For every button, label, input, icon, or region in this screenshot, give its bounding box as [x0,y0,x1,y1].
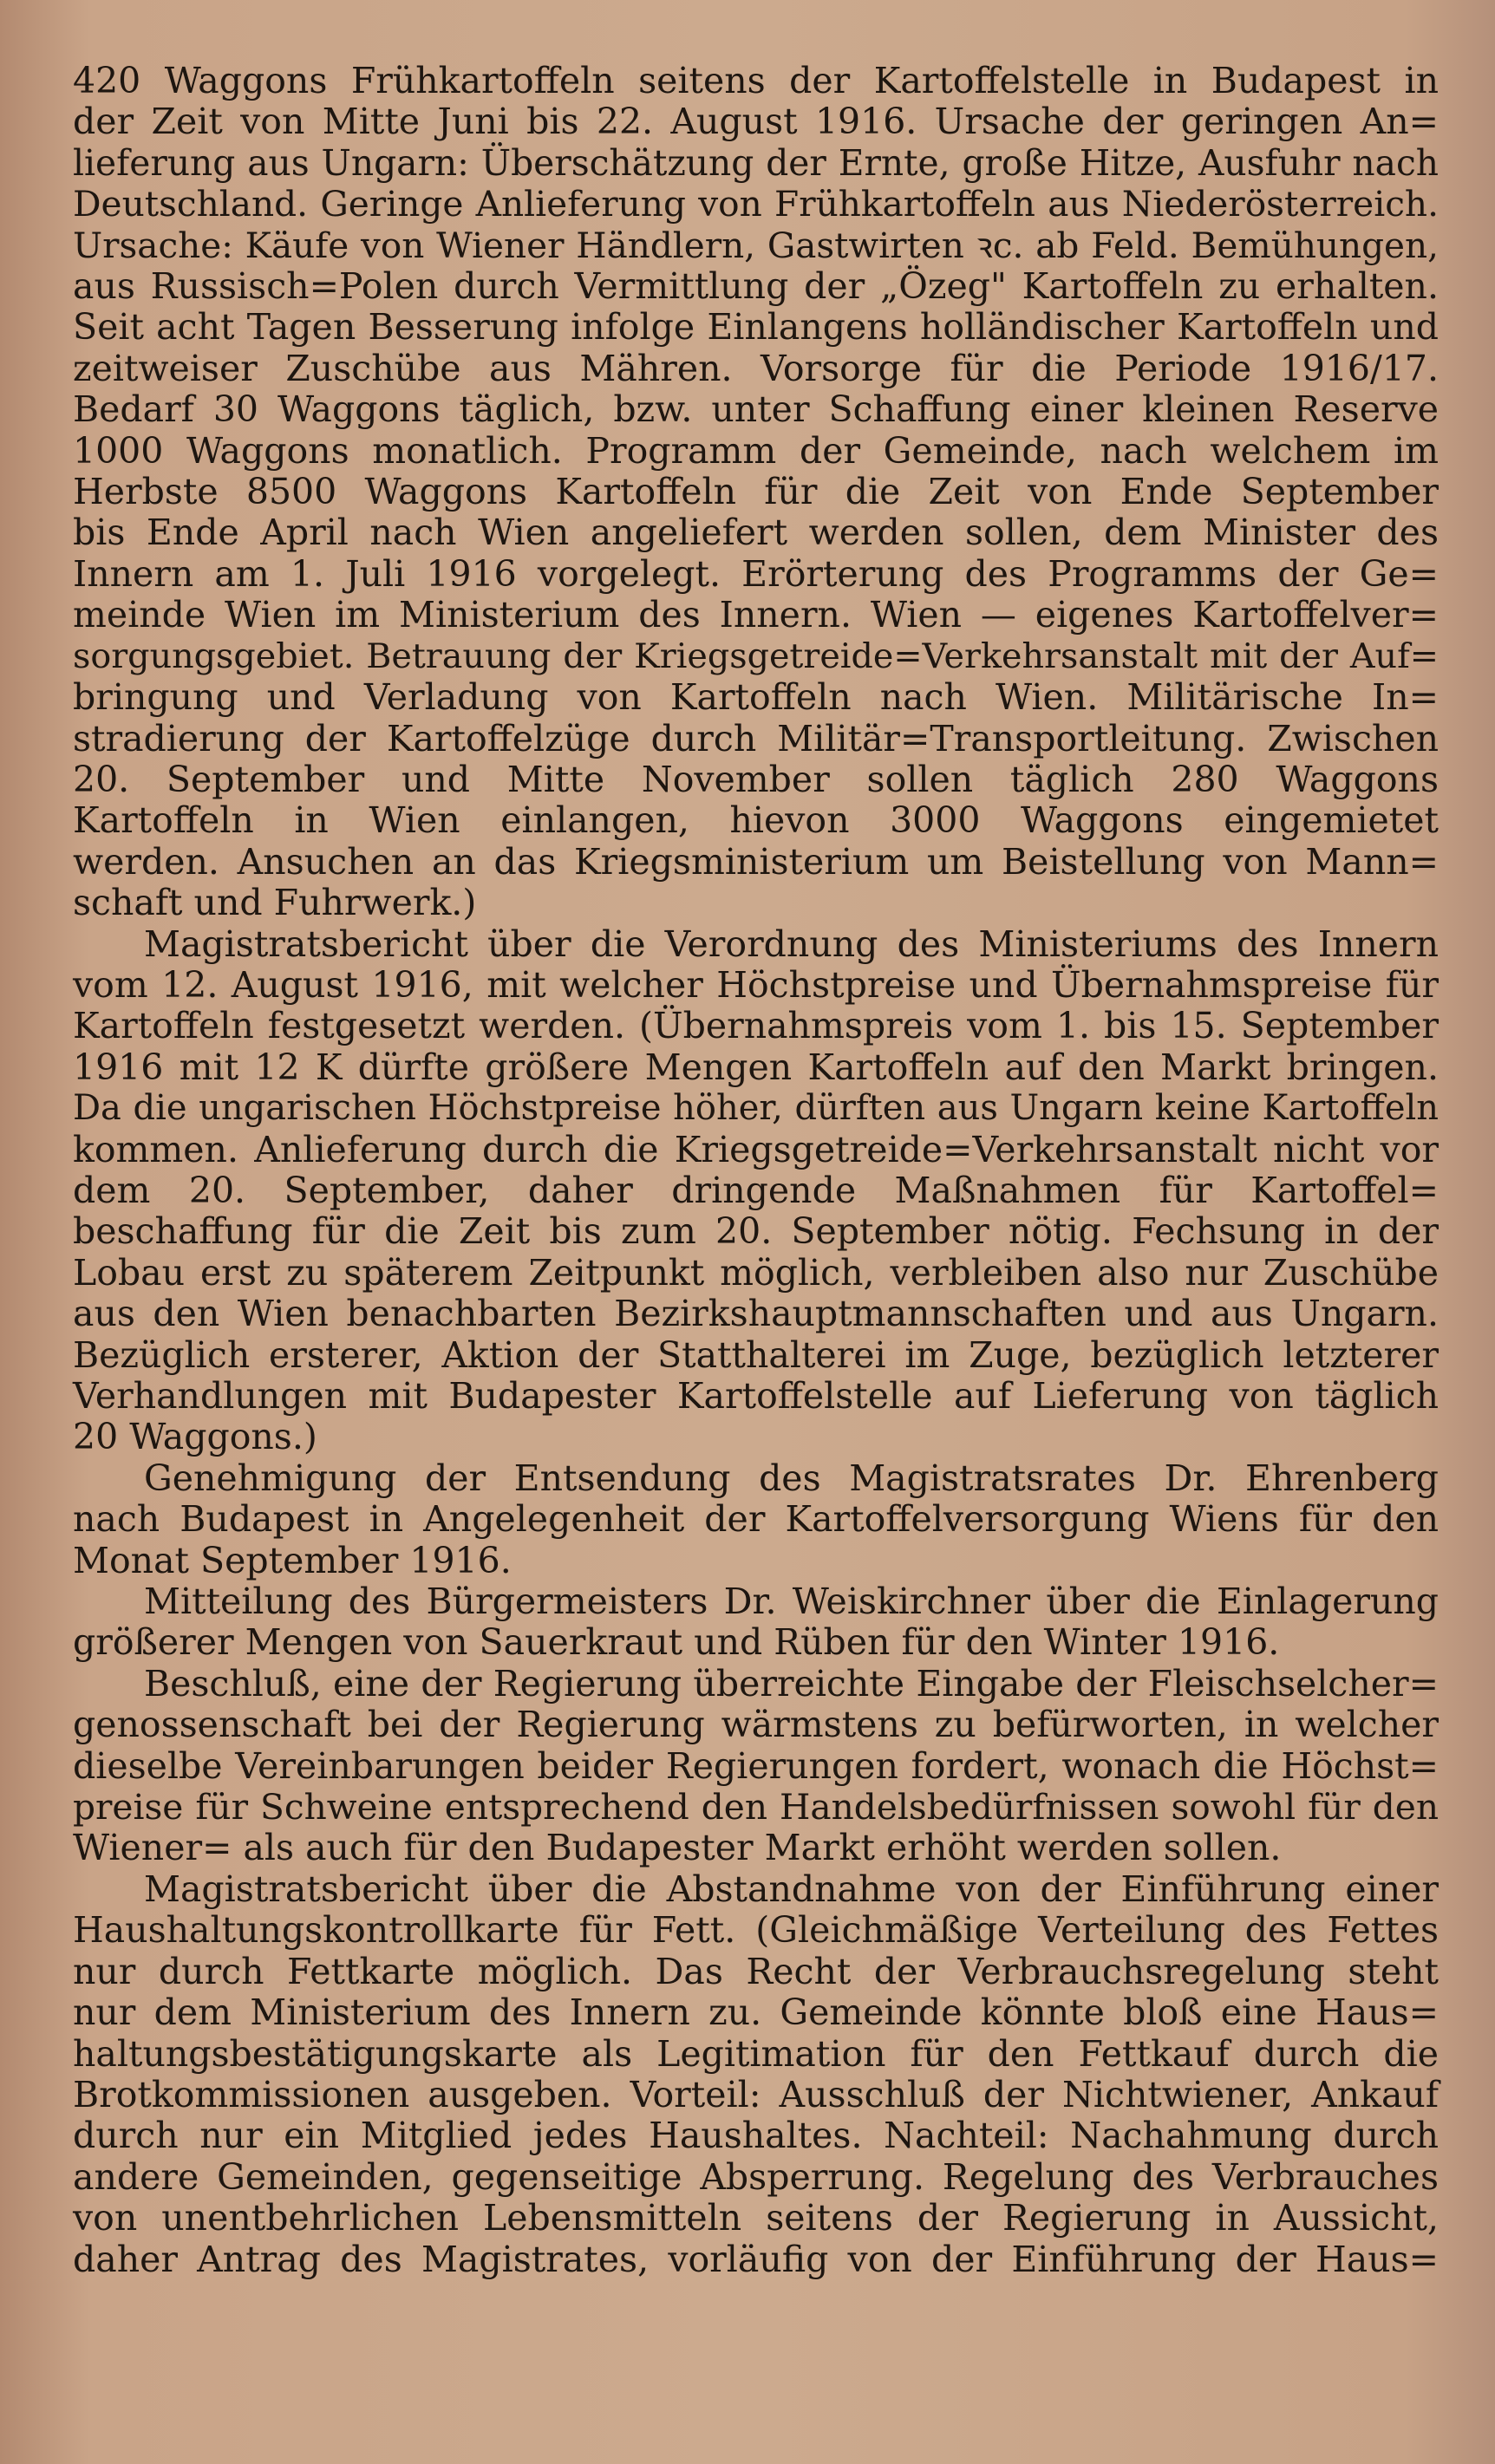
text-line: beschaffung für die Zeit bis zum 20. September nötig. Fechsung in der [73,1210,1439,1253]
text-line: von unentbehrlichen Lebensmitteln seitens der Regierung in Aussicht, [73,2197,1439,2239]
text-line: Deutschland. Geringe Anlieferung von Frühkartoffeln aus Niederösterreich. [73,183,1439,225]
text-line: meinde Wien im Ministerium des Innern. Wien — eigenes Kartoffelver= [73,594,1439,636]
text-line: werden. Ansuchen an das Kriegsministerium um Beistellung von Mann= [73,840,1439,883]
text-line: stradierung der Kartoffelzüge durch Militär=Transportleitung. Zwischen [73,717,1439,759]
text-line: aus den Wien benachbarten Bezirkshauptmannschaften und aus Ungarn. [73,1293,1439,1335]
text-line: Wiener= als auch für den Budapester Markt erhöht werden sollen. [73,1827,1282,1869]
text-line: Lobau erst zu späterem Zeitpunkt möglich, verbleiben also nur Zuschübe [73,1251,1439,1294]
text-line: größerer Mengen von Sauerkraut und Rüben für den Winter 1916. [73,1621,1280,1664]
paragraph-mayor-notice [73,1581,1439,1664]
text-line: nur dem Ministerium des Innern zu. Gemeinde könnte bloß eine Haus= [73,1991,1439,2034]
text-line: dieselbe Vereinbarungen beider Regierungen fordert, wonach die Höchst= [73,1744,1439,1787]
text-line: Kartoffeln festgesetzt werden. (Übernahmspreis vom 1. bis 15. September [73,1005,1439,1047]
paragraph-fat-card [73,1869,1439,2280]
text-line: Mitteilung des Bürgermeisters Dr. Weiskirchner über die Einlagerung [144,1581,1439,1623]
text-line: kommen. Anlieferung durch die Kriegsgetreide=Verkehrsanstalt nicht vor [73,1128,1439,1170]
text-line: Verhandlungen mit Budapester Kartoffelstelle auf Lieferung von täglich [73,1375,1439,1417]
document-body [73,61,1439,2280]
text-line: nur durch Fettkarte möglich. Das Recht der Verbrauchsregelung steht [73,1950,1439,1992]
text-line: Haushaltungskontrollkarte für Fett. (Gleichmäßige Verteilung des Fettes [73,1909,1439,1952]
text-line: daher Antrag des Magistrates, vorläufig von der Einführung der Haus= [73,2238,1439,2280]
text-line: nach Budapest in Angelegenheit der Kartoffelversorgung Wiens für den [73,1498,1439,1541]
text-line: durch nur ein Mitglied jedes Haushaltes. Nachteil: Nachahmung durch [73,2115,1439,2157]
text-line: schaft und Fuhrwerk.) [73,882,477,924]
text-line: Genehmigung der Entsendung des Magistratsrates Dr. Ehrenberg [144,1457,1439,1499]
text-line: Bezüglich ersterer, Aktion der Statthalterei im Zuge, bezüglich letzterer [73,1333,1439,1376]
text-line: preise für Schweine entsprechend den Handelsbedürfnissen sowohl für den [73,1786,1439,1828]
text-line: 420 Waggons Frühkartoffeln seitens der Kartoffelstelle in Budapest in [73,60,1439,101]
paragraph-price-regulation [73,924,1439,1458]
text-line: 1000 Waggons monatlich. Programm der Gemeinde, nach welchem im [73,429,1439,472]
text-line: andere Gemeinden, gegenseitige Absperrung. Regelung des Verbrauches [73,2155,1439,2198]
text-line: 20 Waggons.) [73,1416,317,1458]
text-line: bringung und Verladung von Kartoffeln nach Wien. Militärische In= [73,676,1439,719]
text-line: 1916 mit 12 K dürfte größere Mengen Kartoffeln auf den Markt bringen. [73,1046,1439,1088]
text-line: genossenschaft bei der Regierung wärmstens zu befürworten, in welcher [73,1704,1439,1746]
text-line: haltungsbestätigungskarte als Legitimation für den Fettkauf durch die [73,2032,1439,2075]
text-line: sorgungsgebiet. Betrauung der Kriegsgetreide=Verkehrsanstalt mit der Auf= [73,636,1439,676]
text-line: Monat September 1916. [73,1539,512,1581]
paragraph-budapest-mission [73,1458,1439,1581]
text-line: Herbste 8500 Waggons Kartoffeln für die Zeit von Ende September [73,471,1439,513]
text-line: aus Russisch=Polen durch Vermittlung der „Özeg" Kartoffeln zu erhalten. [73,265,1439,308]
text-line: der Zeit von Mitte Juni bis 22. August 1916. Ursache der geringen An= [73,101,1439,143]
text-line: Magistratsbericht über die Verordnung des Ministeriums des Innern [144,922,1439,965]
text-line: lieferung aus Ungarn: Überschätzung der Ernte, große Hitze, Ausfuhr nach [73,141,1439,184]
text-line: Da die ungarischen Höchstpreise höher, dürften aus Ungarn keine Kartoffeln [73,1088,1439,1129]
text-line: Magistratsbericht über die Abstandnahme von der Einführung einer [144,1868,1439,1910]
text-line: Seit acht Tagen Besserung infolge Einlangens holländischer Kartoffeln und [73,306,1439,349]
paragraph-potato-deliveries [73,61,1439,924]
text-line: Brotkommissionen ausgeben. Vorteil: Ausschluß der Nichtwiener, Ankauf [73,2073,1439,2115]
text-line: zeitweiser Zuschübe aus Mähren. Vorsorge für die Periode 1916/17. [73,347,1439,389]
text-line: bis Ende April nach Wien angeliefert werden sollen, dem Minister des [73,512,1439,554]
text-line: Innern am 1. Juli 1916 vorgelegt. Erörterung des Programms der Ge= [73,552,1439,595]
text-line: Kartoffeln in Wien einlangen, hievon 3000 Waggons eingemietet [73,799,1439,842]
paragraph-pork-prices [73,1664,1439,1869]
text-line: vom 12. August 1916, mit welcher Höchstpreise und Übernahmspreise für [73,963,1439,1006]
text-line: dem 20. September, daher dringende Maßnahmen für Kartoffel= [73,1169,1439,1211]
text-line: 20. September und Mitte November sollen täglich 280 Waggons [73,758,1439,800]
text-line: Ursache: Käufe von Wiener Händlern, Gastwirten ꝛc. ab Feld. Bemühungen, [73,224,1439,266]
text-line: Bedarf 30 Waggons täglich, bzw. unter Schaffung einer kleinen Reserve [73,388,1439,431]
text-line: Beschluß, eine der Regierung überreichte Eingabe der Fleischselcher= [144,1662,1439,1705]
